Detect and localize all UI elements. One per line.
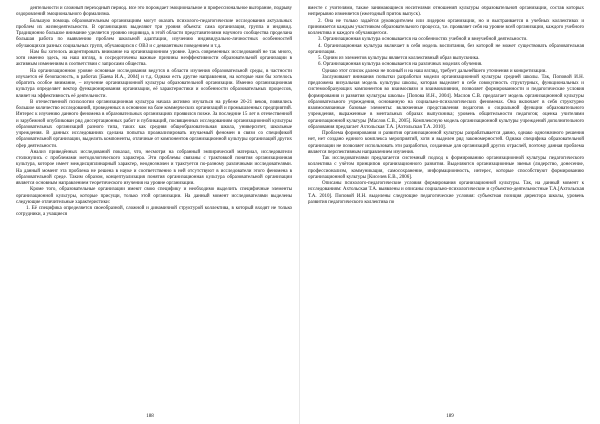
paragraph: Описаны психолого-педагогические условия формирования организационной культуры. Так, на данный момент к исследованиям: Ахтольская Т.А. выявлены и описаны социально-психологические и субъектно-деятельностные Т.А.[Ахтольская Т.А. 2010]. Поповой И.Н. выделены следующие педагогические условия: субъектная позиция директора школы, уровень развития педагогического коллектива по <box>308 181 584 205</box>
list-item: 5. Одним из элементов культуры является коллективный образ выпускника. <box>318 56 480 61</box>
paragraph: На организационном уровне основные исследования ведутся в области изучения образовательной среды, в частности изучается её безопасность, в работах [Баева И.А., 2004] и т.д. Однако есть другие направления, на которые нам бы хотелось обратить особое внимание, – изучение организационной культуры образовательной организации. Именно организационная культура определяет вектор функционирования организации, её характеристики и особенности образовательных процессов, влияет на эффективность её деятельности. <box>16 68 292 99</box>
list-item: 1. Её специфика определяется своеобразной, сложной и динамичной структурой коллектива, в который входят не только сотрудники, а учащиеся <box>16 206 292 218</box>
paragraph: Анализ приведённых исследований показал, что, несмотря на собранный эмпирический материал, исследователи столкнулись с проблемами методологического характера. Эти проблемы связаны с трактовкой понятия организационная культура, которое имеет междисциплинарный характер, неоднозначен и трактуется по-разному различными исследователями. На данный момент эта проблема не решена в науке и соответственно в ней отсутствуют в исследователи этого феномена в образовательной среде. Таким образом, концептуализация понятия организационная культура образовательной организации является основным направлением теоретического изучения на уровне организации. <box>16 149 292 186</box>
list-item: 3. Организационная культура основывается на особенностях учебной и внеучебной деятельности. <box>318 37 528 43</box>
paragraph: Нам бы хотелось акцентировать внимание на организационном уровне. Здесь современных исследований не так много, хотя именно здесь, на наш взгляд, в сосредоточены важные причины неэффективности образовательной организации в активным изменениям в соответствии с запросами общества. <box>16 49 292 68</box>
paragraph: Проблема формирования и развития организационной культуры разрабатывается давно, однако однозначного решения нет, нет создано единого комплекса мероприятий, хотя и выделен ряд закономерностей. Однако специфика образовательной организации не позволяет использовать эти разработки, созданные для организаций других отраслей, поэтому данная проблема является перспективным направлением изучения. <box>308 131 584 155</box>
left-page-text <box>16 6 292 410</box>
paragraph: Заслуживают внимания попытки разработки модели организационной культуры средней школы. Так, Поповой И.Н. предложена визуальная модель культуры школы, которая выделяет в себе совокупность структурных, функциональных и системообразующих компонентов во взаимосвязи и взаимовлиянии, позволяет формированности и педагогические условия формирования и развития культуры школы» [Попова И.Н., 2004]. Маслов С.В. предлагает модель организационной культуры образовательного учреждения, основанную на социально-психологических феноменах. Она включает в себя структурно взаимосвязанные базовые элементы: включенные представления педагогов о социальной функции образовательного учреждения, выраженные в ментальных образах выпускника; уровень общительности педагогов; оценка учителями организационной культуры [Маслов С.В., 2005]. Комплексную модель организационной культуры учреждений дополнительного образования предлагает Ахтольская Т.А. [Ахтольская Т.А. 2010]. <box>308 74 584 130</box>
list-item: 4. Организационная культура включает в себя модель воспитания, без которой не может существовать образовательная организация. <box>308 43 584 55</box>
paragraph: деятельности и сложный переходный период. Всё это порождает эмоциональное и профессиональное выгорание, подрыву оздоровлений эмоционального формализма. <box>16 6 292 18</box>
list-item: 2. Она не только задаётся руководителем или лидером организации, но и выстраивается в учебных коллективах и принимается каждым участником образовательного процесса, т.е. проявляет себя на уровне всей организации, каждого учебного коллектива и каждого обучающегося. <box>308 18 584 36</box>
paragraph: Большую помощь образовательным организациям могут оказать психолого-педагогические исследования актуальных проблем их жизнедеятельности. В организациях выделяют три уровня объекта: сама организация, группа и индивид. Традиционно большое внимание уделяется уровню индивида, в этой области представителями научного сообщества проделана большая работа по выявлению проблем школьной адаптации, изучению индивидуально-личностных особенностей обучающихся разных социальных групп, обучающихся с ОВЗ и с девиантным поведением и т.д. <box>16 18 292 49</box>
list-item: 6. Организационная культура основывается на различных моделях обучения. <box>318 62 483 68</box>
right-page-text <box>308 6 584 410</box>
paragraph: Однако этот список далеко не полный и на наш взгляд, требует дальнейшего уточнения и конкретизации. <box>322 68 547 74</box>
paragraph: Так исследователями предлагается системный подход к формированию организационной культуры педагогического коллектива с учётом принципов организационного развития. Выделяются организационные звенья (лидерство, донесение, профессионализм, коммуникация, самосохранение, информационность, интерес, которые способствуют формированию организационной культуры [Киселев Е.В., 2006]. <box>308 156 584 180</box>
paragraph: В отечественной психологии организационная культура начала активно изучаться на рубеже 20-21 веков, появились большое количество исследований, проведенных в основном на базе коммерческих организаций и промышленных предприятий. Интерес к изучению данного феномена в образовательных организациях проявился позже. За последние 15 лет в отечественной и зарубежной опубликован ряд диссертационных работ и публикаций, посвященных исследованиям организационной культуры образовательных организаций разного типа, таких как средняя общеобразовательная школа, университет, школьные учреждения. В данных исследованиях сделана попытка проанализировать изучаемый феномен в связи со спецификой образовательной организации, выделить компоненты, отличные от компонентов организационной культуры организаций других сфер деятельности. <box>16 99 292 149</box>
page-number: 188 <box>146 414 154 419</box>
paragraph: вместе с учителями, также занимающиеся носителями отношений культуры образовательной организации, состав которых непрерывно изменяется (ежегодный приток выпуск). <box>308 6 584 18</box>
right-page <box>300 0 600 424</box>
page-number: 189 <box>446 414 454 419</box>
paragraph: Кроме того, образовательные организации имеют свою специфику и необходимо выделить специфичные элементы организационной культуры, которые присущи, только этой организации. На данный момент исследователями выделены следующие отличительные характеристики: <box>16 187 292 205</box>
